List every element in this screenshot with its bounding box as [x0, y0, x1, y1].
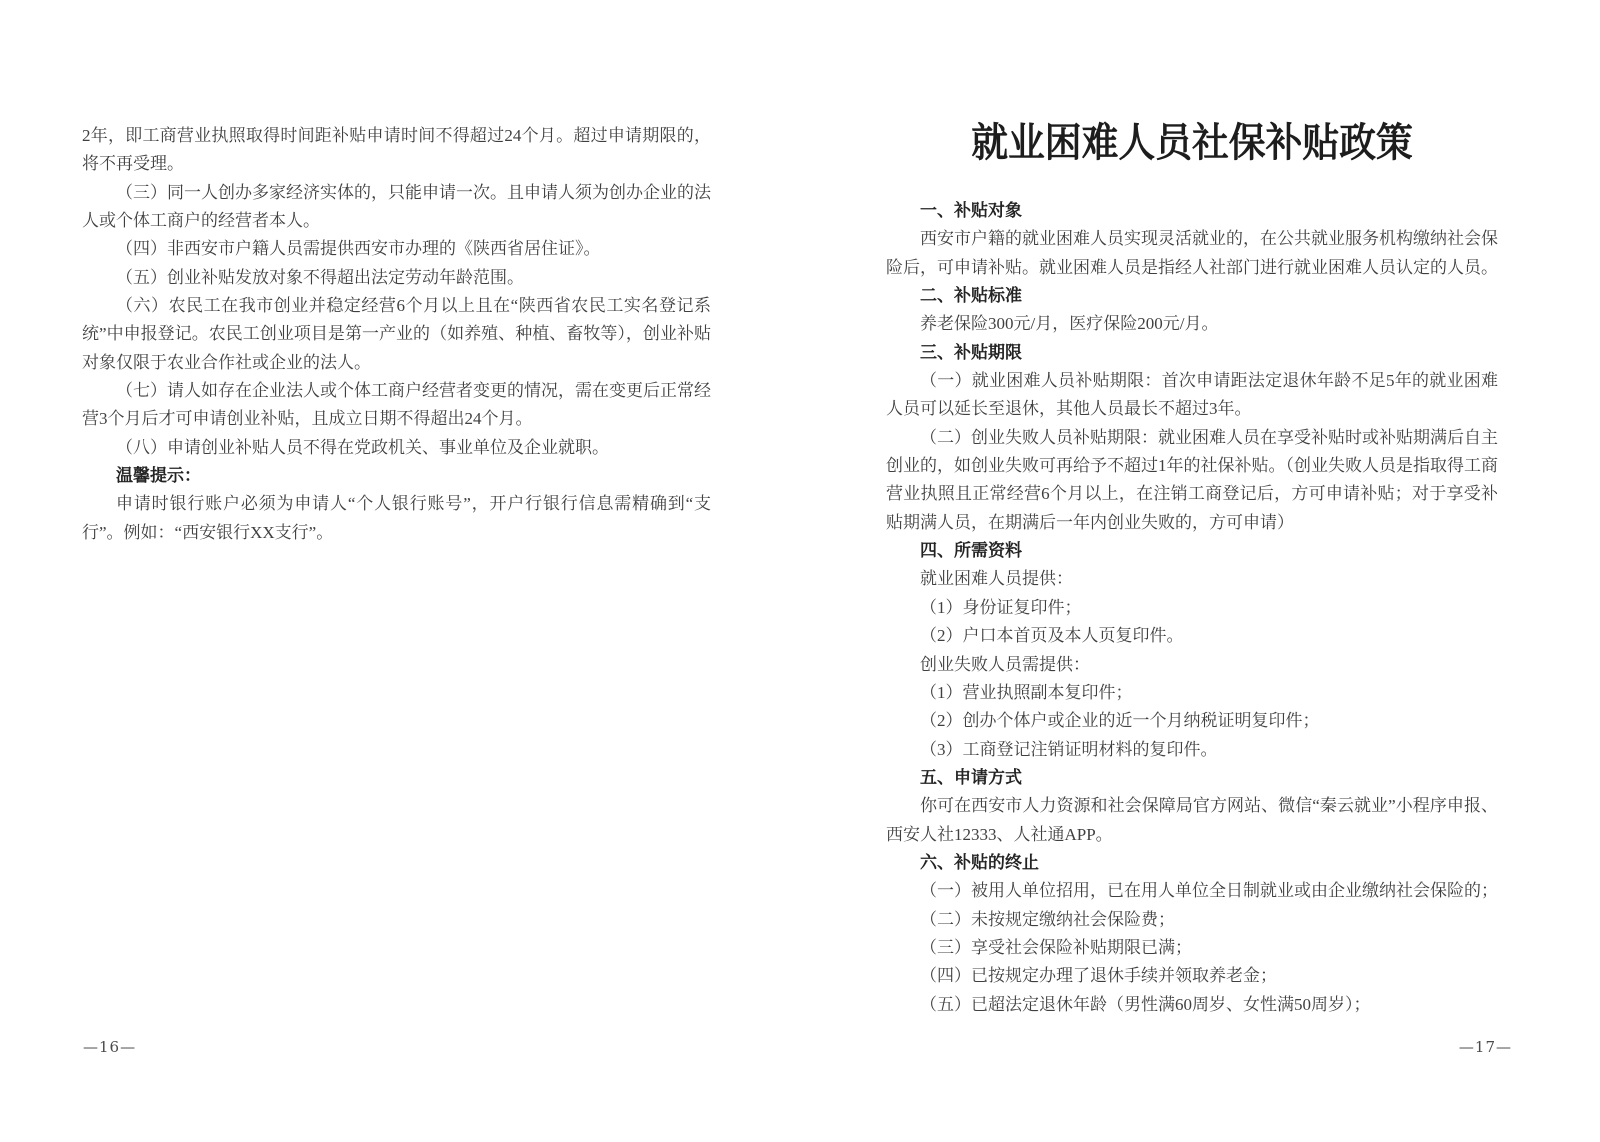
page-right [886, 118, 1512, 1082]
left-page-text-column [82, 122, 711, 547]
paragraph: （3）工商登记注销证明材料的复印件。 [920, 739, 1218, 759]
paragraph: （八）申请创业补贴人员不得在党政机关、事业单位及企业就职。 [116, 437, 609, 457]
paragraph: （五）已超法定退休年龄（男性满60周岁、女性满50周岁）； [920, 994, 1371, 1014]
paragraph: 你可在西安市人力资源和社会保障局官方网站、微信“秦云就业”小程序申报、西安人社12333、人社通APP。 [886, 796, 1498, 844]
paragraph: （四）已按规定办理了退休手续并领取养老金； [920, 966, 1277, 986]
paragraph: 就业困难人员提供： [920, 569, 1073, 589]
paragraph: （二）未按规定缴纳社会保险费； [920, 909, 1175, 929]
paragraph: （五）创业补贴发放对象不得超出法定劳动年龄范围。 [116, 267, 524, 287]
paragraph: （一）就业困难人员补贴期限：首次申请距法定退休年龄不足5年的就业困难人员可以延长至退休，其他人员最长不超过3年。 [886, 371, 1498, 419]
paragraph: （六）农民工在我市创业并稳定经营6个月以上且在“陕西省农民工实名登记系统”中申报登记。农民工创业项目是第一产业的（如养殖、种植、畜牧等），创业补贴对象仅限于农业合作社或企业的法人。 [82, 296, 711, 372]
paragraph: （2）户口本首页及本人页复印件。 [920, 626, 1184, 646]
section-heading: 三、补贴期限 [920, 342, 1022, 362]
section-heading: 温馨提示： [116, 466, 201, 486]
right-page-text-column [886, 197, 1498, 1019]
document-title: 就业困难人员社保补贴政策 [971, 120, 1413, 165]
page-left [82, 122, 711, 1082]
paragraph: 申请时银行账户必须为申请人“个人银行账号”，开户行银行信息需精确到“支行”。例如：“西安银行XX支行”。 [82, 494, 711, 542]
section-heading: 二、补贴标准 [920, 286, 1022, 306]
paragraph: （二）创业失败人员补贴期限：就业困难人员在享受补贴时或补贴期满后自主创业的，如创业失败可再给予不超过1年的社保补贴。（创业失败人员是指取得工商营业执照且正常经营6个月以上，在注销工商登记后，方可申请补贴；对于享受补贴期满人员，在期满后一年内创业失败的，方可申请） [886, 427, 1498, 532]
paragraph: （三）享受社会保险补贴期限已满； [920, 937, 1192, 957]
paragraph: 养老保险300元/月，医疗保险200元/月。 [920, 314, 1219, 334]
paragraph: 西安市户籍的就业困难人员实现灵活就业的，在公共就业服务机构缴纳社会保险后，可申请补贴。就业困难人员是指经人社部门进行就业困难人员认定的人员。 [886, 229, 1498, 277]
section-heading: 一、补贴对象 [920, 201, 1022, 220]
paragraph: （2）创办个体户或企业的近一个月纳税证明复印件； [920, 711, 1320, 731]
paragraph: （三）同一人创办多家经济实体的，只能申请一次。且申请人须为创办企业的法人或个体工商户的经营者本人。 [82, 182, 711, 231]
paragraph: （1）身份证复印件； [920, 597, 1082, 617]
page-number-left: —16— [83, 1038, 137, 1056]
paragraph: （一）被用人单位招用，已在用人单位全日制就业或由企业缴纳社会保险的； [920, 881, 1498, 901]
paragraph: （四）非西安市户籍人员需提供西安市办理的《陕西省居住证》。 [116, 239, 601, 259]
paragraph: （1）营业执照副本复印件； [920, 682, 1133, 702]
section-heading: 四、所需资料 [920, 541, 1022, 561]
paragraph: （七）请人如存在企业法人或个体工商户经营者变更的情况，需在变更后正常经营3个月后才可申请创业补贴，且成立日期不得超出24个月。 [82, 381, 711, 429]
section-heading: 六、补贴的终止 [920, 852, 1039, 872]
paragraph: 创业失败人员需提供： [920, 654, 1090, 674]
page-number-right: —17— [1458, 1038, 1512, 1056]
section-heading: 五、申请方式 [920, 767, 1022, 787]
paragraph: 2年，即工商营业执照取得时间距补贴申请时间不得超过24个月。超过申请期限的，将不再受理。 [82, 126, 711, 174]
